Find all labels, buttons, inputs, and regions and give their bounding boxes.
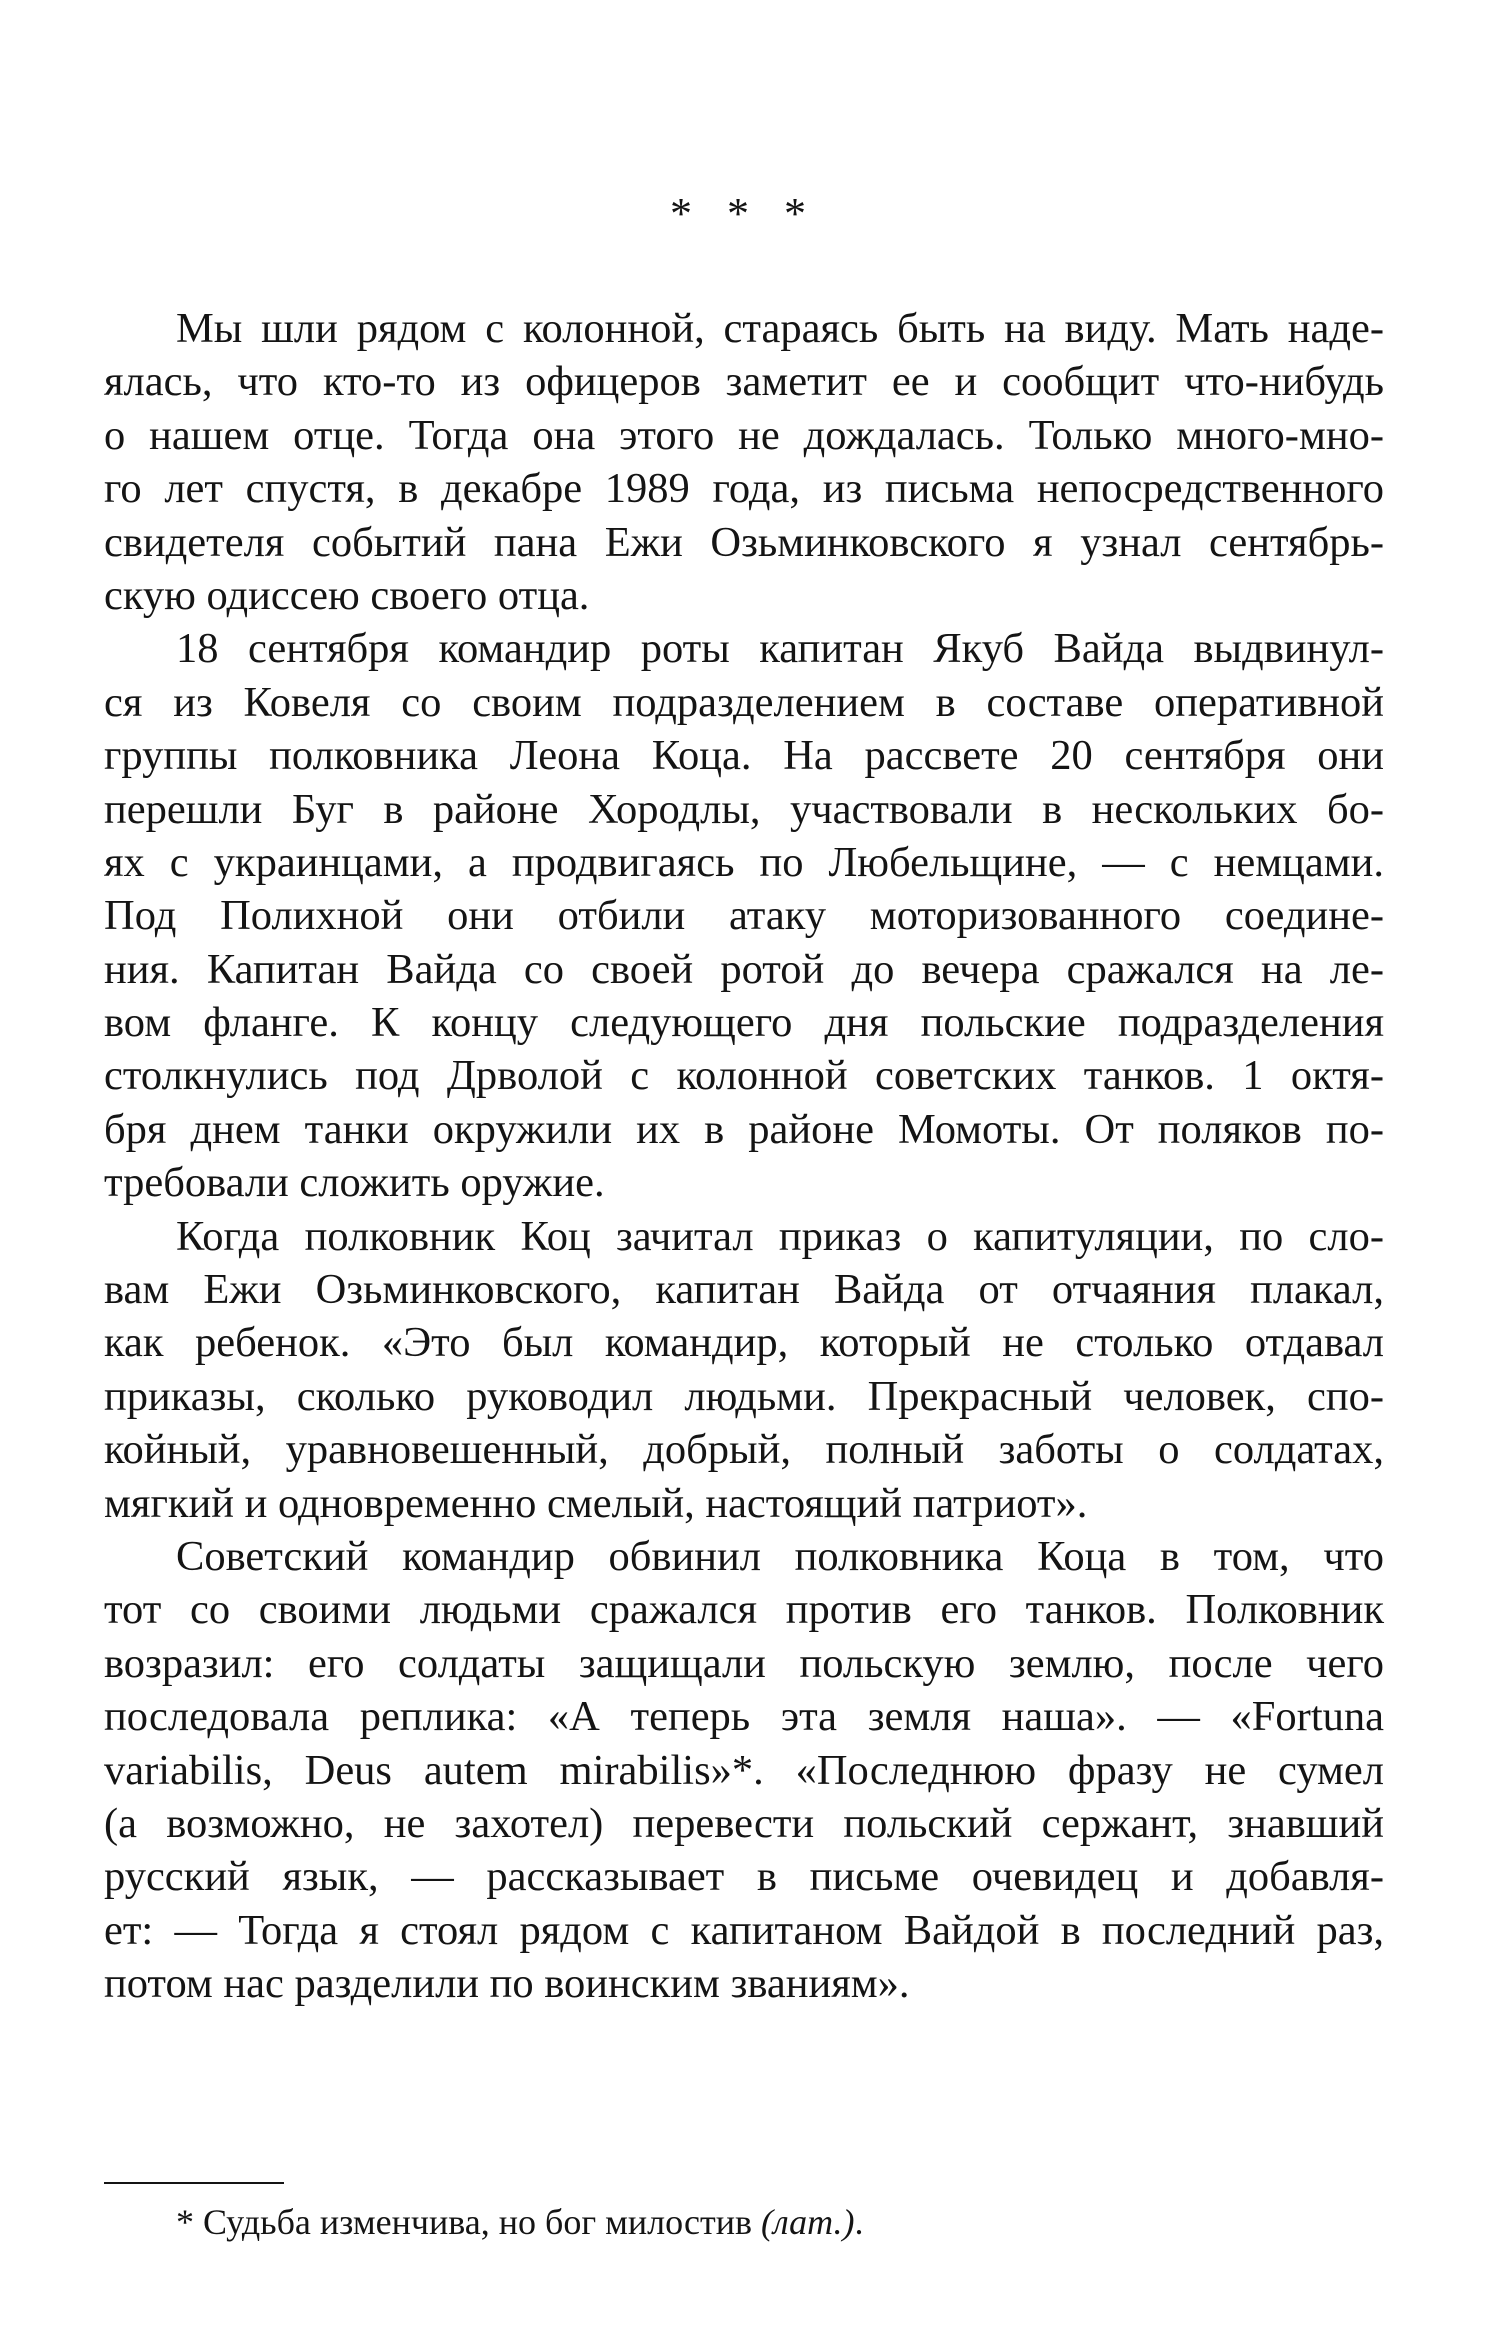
text-line: русский язык, — рассказывает в письме очевидец и добавля- xyxy=(104,1853,1384,1901)
text-line: как ребенок. «Это был командир, который не столько отдавал xyxy=(104,1319,1384,1367)
text-line: вом фланге. К концу следующего дня польские подразделения xyxy=(104,999,1384,1047)
text-line: Советский командир обвинил полковника Коца в том, что xyxy=(176,1532,1384,1580)
paragraph-3 xyxy=(104,1210,1384,1530)
paragraph-1 xyxy=(104,302,1384,622)
text-line: вам Ежи Озьминковского, капитан Вайда от отчаяния плакал, xyxy=(104,1266,1384,1314)
footnote-text: * Судьба изменчива, но бог милостив xyxy=(176,2202,761,2242)
text-line: о нашем отце. Тогда она этого не дождалась. Только много-мно- xyxy=(104,411,1384,459)
text-line: столкнулись под Дрволой с колонной советских танков. 1 октя- xyxy=(104,1052,1384,1100)
text-line: ния. Капитан Вайда со своей ротой до вечера сражался на ле- xyxy=(104,945,1384,993)
body-text xyxy=(104,302,1384,2011)
text-line: го лет спустя, в декабре 1989 года, из письма непосредственного xyxy=(104,465,1384,513)
text-line: группы полковника Леона Коца. На рассвете 20 сентября они xyxy=(104,732,1384,780)
text-line: приказы, сколько руководил людьми. Прекрасный человек, спо- xyxy=(104,1372,1384,1420)
text-line: свидетеля событий пана Ежи Озьминковского я узнал сентябрь- xyxy=(104,518,1384,566)
text-line: тот со своими людьми сражался против его танков. Полковник xyxy=(104,1586,1384,1634)
paragraph-2 xyxy=(104,622,1384,1209)
text-line: требовали сложить оружие. xyxy=(104,1159,605,1207)
text-line: ся из Ковеля со своим подразделением в составе оперативной xyxy=(104,678,1384,726)
text-line: ет: — Тогда я стоял рядом с капитаном Вайдой в последний раз, xyxy=(104,1906,1384,1954)
text-line: бря днем танки окружили их в районе Момоты. От поляков по- xyxy=(104,1105,1384,1153)
text-line: мягкий и одновременно смелый, настоящий патриот». xyxy=(104,1479,1088,1527)
footnote-end: . xyxy=(854,2202,864,2242)
text-line: последовала реплика: «А теперь эта земля наша». — «Fortuna xyxy=(104,1693,1384,1741)
text-line: перешли Буг в районе Хородлы, участвовали в нескольких бо- xyxy=(104,785,1384,833)
text-line: потом нас разделили по воинским званиям». xyxy=(104,1960,910,2008)
text-line: Когда полковник Коц зачитал приказ о капитуляции, по сло- xyxy=(176,1212,1384,1260)
section-separator: * * * xyxy=(670,189,818,238)
footnote-language-note: (лат.) xyxy=(760,2202,855,2242)
text-line: Под Полихной они отбили атаку моторизованного соедине- xyxy=(104,892,1384,940)
text-line: (а возможно, не захотел) перевести польский сержант, знавший xyxy=(104,1799,1384,1847)
text-line: скую одиссею своего отца. xyxy=(104,571,590,619)
text-line: variabilis, Deus autem mirabilis»*. «Последнюю фразу не сумел xyxy=(104,1746,1384,1794)
text-line: койный, уравновешенный, добрый, полный заботы о солдатах, xyxy=(104,1426,1384,1474)
text-line: возразил: его солдаты защищали польскую землю, после чего xyxy=(104,1639,1384,1687)
text-line: ях с украинцами, а продвигаясь по Любельщине, — с немцами. xyxy=(104,838,1384,886)
text-line: 18 сентября командир роты капитан Якуб Вайда выдвинул- xyxy=(176,625,1384,673)
paragraph-4 xyxy=(104,1530,1384,2011)
footnote-rule xyxy=(104,2182,284,2184)
text-line: ялась, что кто-то из офицеров заметит ее и сообщит что-нибудь xyxy=(104,358,1384,406)
text-line: Мы шли рядом с колонной, стараясь быть на виду. Мать наде- xyxy=(176,305,1384,352)
footnote xyxy=(176,2198,864,2246)
